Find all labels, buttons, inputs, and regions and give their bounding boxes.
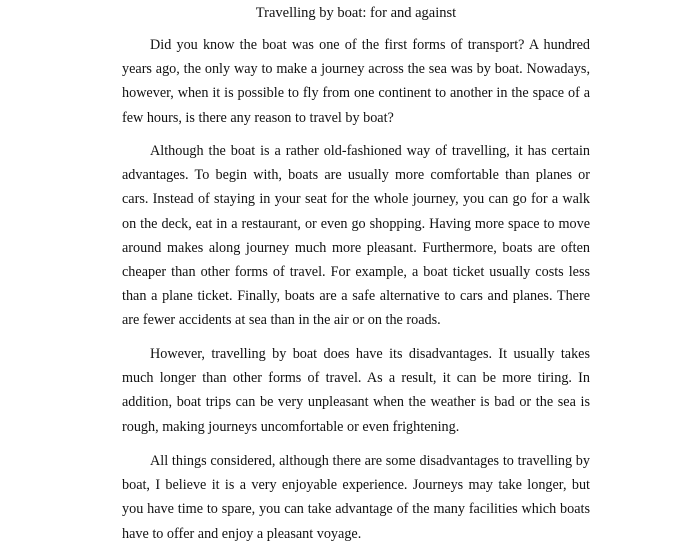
paragraph-disadvantages: However, travelling by boat does have its disadvantages. It usually takes much longer than other forms of travel. As a result, it can be more tiring. In addition, boat trips can be very unpleasant when the weather is bad or the sea is rough, making journeys uncomfortable or even frightening.	[122, 346, 590, 435]
paragraph-introduction: Did you know the boat was one of the first forms of transport? A hundred years ago, the only way to make a journey across the sea was by boat. Nowadays, however, when it is possible to fly from one continent to another in the space of a few hours, is there any reason to travel by boat?	[122, 37, 590, 126]
document-page	[122, 0, 590, 542]
paragraph-advantages: Although the boat is a rather old-fashioned way of travelling, it has certain advantages. To begin with, boats are usually more comfortable than planes or cars. Instead of staying in your seat for the whole journey, you can go for a walk on the deck, eat in a restaurant, or even go shopping. Having more space to move around makes along journey much more pleasant. Furthermore, boats are often cheaper than other forms of travel. For example, a boat ticket usually costs less than a plane ticket. Finally, boats are a safe alternative to cars and planes. There are fewer accidents at sea than in the air or on the roads.	[122, 143, 590, 329]
paragraph-conclusion: All things considered, although there are some disadvantages to travelling by boat, I believe it is a very enjoyable experience. Journeys may take longer, but you have time to spare, you can take advantage of the many facilities which boats have to offer and enjoy a pleasant voyage.	[122, 453, 590, 542]
document-title: Travelling by boat: for and against	[255, 5, 457, 21]
